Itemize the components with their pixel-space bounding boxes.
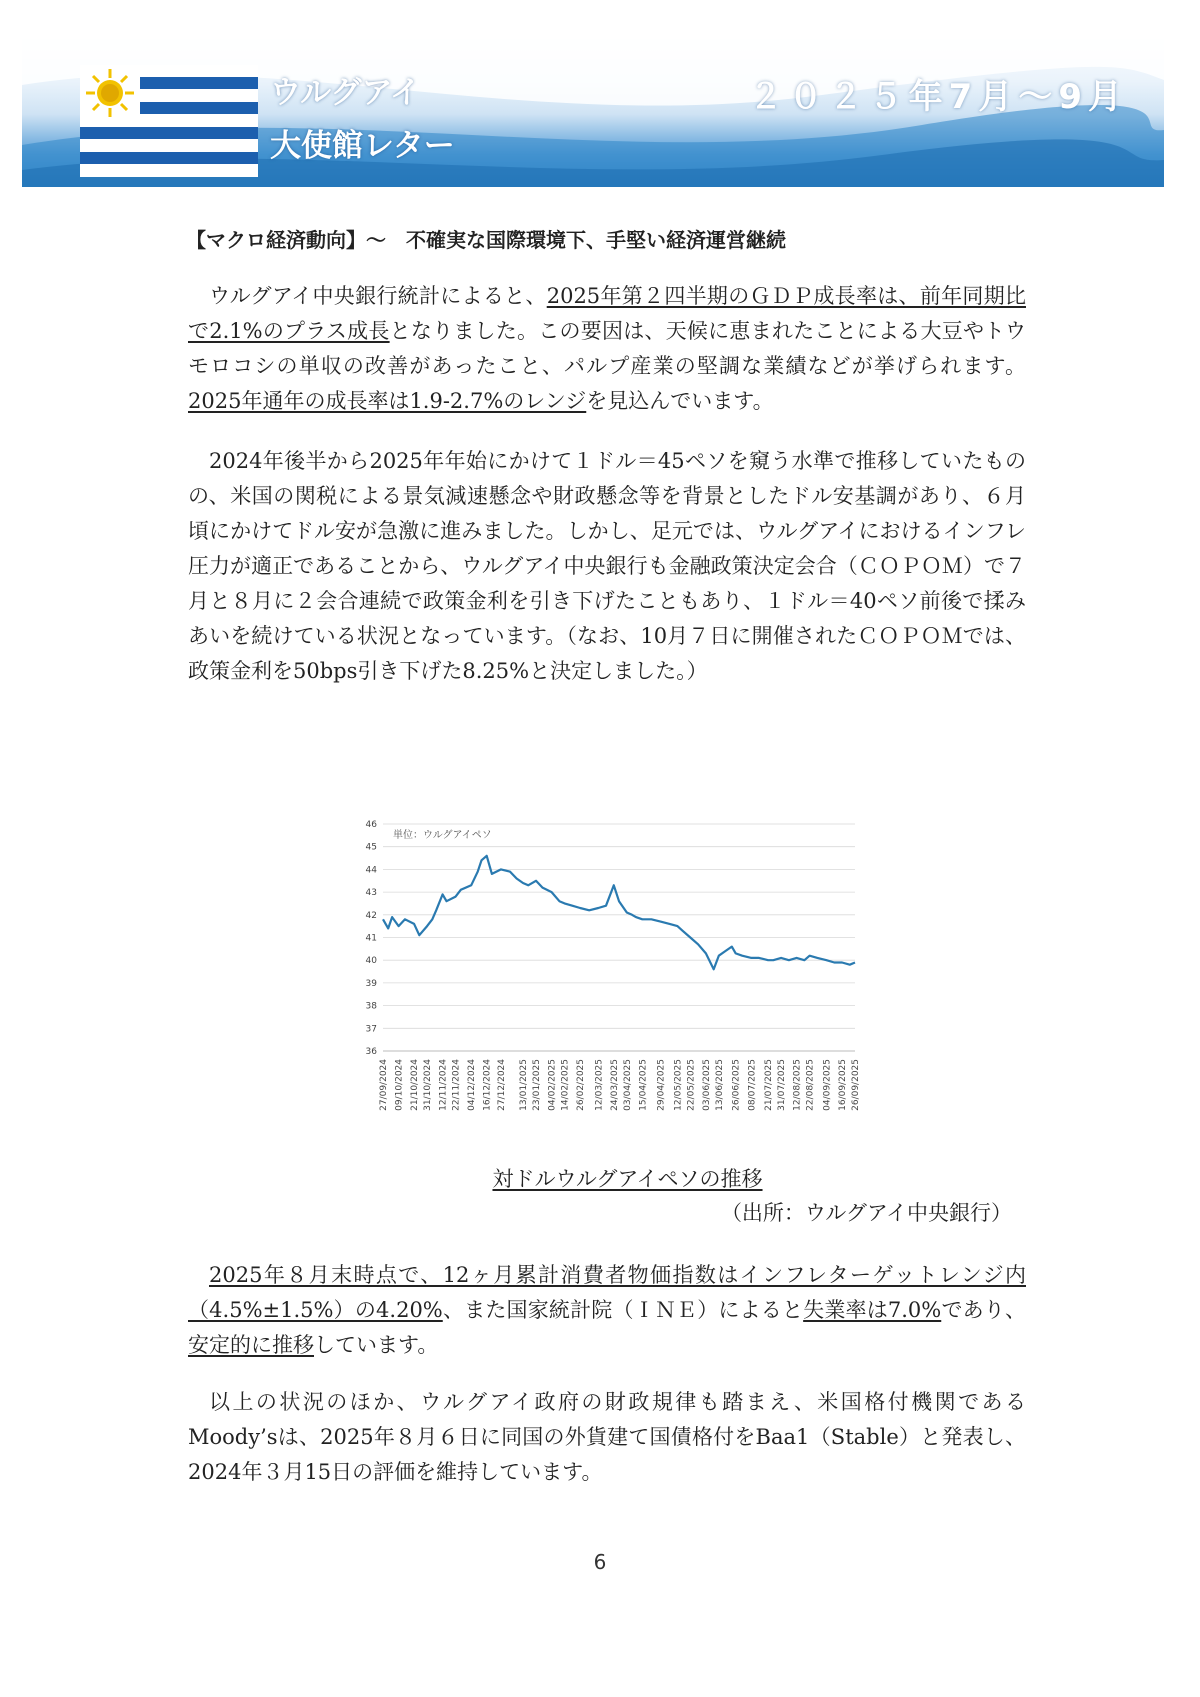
underlined-unemployment: 失業率は7.0%	[803, 1298, 942, 1322]
x-tick-label: 31/10/2024	[423, 1059, 434, 1111]
x-tick-label: 13/06/2025	[714, 1059, 725, 1111]
x-tick-label: 22/08/2025	[805, 1059, 816, 1111]
uruguay-flag-icon	[80, 65, 258, 177]
x-tick-label: 12/05/2025	[673, 1059, 684, 1111]
x-tick-label: 04/12/2024	[467, 1059, 478, 1111]
x-tick-label: 12/11/2024	[438, 1059, 449, 1111]
x-tick-label: 29/04/2025	[656, 1059, 667, 1111]
x-tick-label: 31/07/2025	[777, 1059, 788, 1111]
section-heading: 【マクロ経済動向】～ 不確実な国際環境下、手堅い経済運営継続	[186, 228, 786, 252]
chart-caption	[0, 1163, 1200, 1193]
underlined-gdp-growth: 2025年第２四半期のＧＤＰ成長率は、前年同期比で2.1%のプラス成長	[188, 284, 1026, 343]
x-tick-label: 04/09/2025	[822, 1059, 833, 1111]
x-tick-label: 08/07/2025	[747, 1059, 758, 1111]
text-segment: しています。	[314, 1333, 439, 1357]
newsletter-title-line2: 大使館レター	[270, 128, 455, 164]
x-tick-label: 26/02/2025	[576, 1059, 587, 1111]
header-banner	[22, 25, 1164, 187]
x-tick-label: 04/02/2025	[547, 1059, 558, 1111]
text-segment: となりました。この要因は、天候に恵まれたことによる大豆やトウモロコシの単収の改善があったこと、パルプ産業の堅調な業績などが挙げられます。	[188, 319, 1026, 378]
y-tick-label: 40	[365, 956, 377, 967]
x-tick-label: 23/01/2025	[532, 1059, 543, 1111]
x-tick-label: 03/04/2025	[622, 1059, 633, 1111]
x-tick-label: 27/09/2024	[379, 1059, 389, 1111]
y-tick-label: 39	[365, 978, 377, 989]
y-tick-label: 42	[365, 910, 377, 921]
y-tick-label: 46	[365, 820, 377, 830]
text-segment: を見込んでいます。	[586, 389, 774, 413]
x-tick-label: 21/10/2024	[410, 1059, 421, 1111]
text-segment: 、また国家統計院（ＩＮＥ）によると	[442, 1298, 804, 1322]
chart-caption-text: 対ドルウルグアイペソの推移	[492, 1167, 763, 1191]
y-tick-label: 45	[365, 842, 377, 853]
x-tick-label: 15/04/2025	[638, 1059, 649, 1111]
underlined-cpi: 2025年８月末時点で、12ヶ月累計消費者物価指数はインフレターゲットレンジ内（4.5%±1.5%）の4.20%	[188, 1263, 1026, 1322]
x-tick-label: 12/03/2025	[594, 1059, 605, 1111]
y-tick-label: 41	[365, 933, 377, 944]
x-tick-label: 22/11/2024	[451, 1059, 462, 1111]
line-chart-svg	[350, 810, 870, 1130]
underlined-stable-trend: 安定的に推移	[188, 1333, 314, 1357]
x-tick-label: 14/02/2025	[560, 1059, 571, 1111]
y-tick-label: 43	[365, 888, 377, 899]
x-tick-label: 16/09/2025	[838, 1059, 849, 1111]
underlined-growth-forecast: 2025年通年の成長率は1.9-2.7%のレンジ	[188, 389, 587, 413]
x-tick-label: 24/03/2025	[609, 1059, 620, 1111]
y-tick-label: 38	[365, 1001, 377, 1012]
x-tick-label: 12/08/2025	[792, 1059, 803, 1111]
x-tick-label: 13/01/2025	[519, 1059, 530, 1111]
x-tick-label: 03/06/2025	[701, 1059, 712, 1111]
x-tick-label: 16/12/2024	[482, 1059, 493, 1111]
x-tick-label: 21/07/2025	[764, 1059, 775, 1111]
series-line	[383, 856, 855, 970]
x-tick-label: 26/06/2025	[731, 1059, 742, 1111]
paragraph-inflation	[188, 1258, 1026, 1363]
text-segment: であり、	[941, 1298, 1026, 1322]
x-tick-label: 22/05/2025	[686, 1059, 697, 1111]
exchange-rate-chart	[350, 810, 870, 1130]
y-tick-label: 37	[365, 1024, 377, 1035]
paragraph-credit-rating: 以上の状況のほか、ウルグアイ政府の財政規律も踏まえ、米国格付機関であるMoody’sは、2025年８月６日に同国の外貨建て国債格付をBaa1（Stable）と発表し、2024年３月15日の評価を維持しています。	[188, 1390, 1026, 1484]
y-tick-label: 36	[365, 1047, 377, 1057]
y-tick-label: 44	[365, 865, 377, 876]
unit-label: 単位：ウルグアイペソ	[393, 830, 492, 841]
x-tick-label: 09/10/2024	[394, 1059, 405, 1111]
paragraph-gdp	[188, 279, 1026, 419]
text-segment: ウルグアイ中央銀行統計によると、	[209, 284, 547, 308]
newsletter-title-line1: ウルグアイ	[270, 75, 421, 111]
page-number: 6	[593, 1550, 607, 1574]
article-body	[188, 224, 1026, 689]
x-tick-label: 27/12/2024	[497, 1059, 507, 1111]
paragraph-exchange-rate: 2024年後半から2025年年始にかけて１ドル＝45ペソを窺う水準で推移していたものの、米国の関税による景気減速懸念や財政懸念等を背景としたドル安基調があり、６月頃にかけてドル安が急激に進みました。しかし、足元では、ウルグアイにおけるインフレ圧力が適正であることから、ウルグアイ中央銀行も金融政策決定会合（ＣＯＰＯＭ）で７月と８月に２会合連続で政策金利を引き下げたこともあり、１ドル＝40ペソ前後で揉みあいを続けている状況となっています。（なお、10月７日に開催されたＣＯＰＯＭでは、政策金利を50bps引き下げた8.25%と決定しました。）	[188, 449, 1026, 683]
issue-period: ２０２５年7月～9月	[748, 77, 1128, 117]
chart-source: （出所：ウルグアイ中央銀行）	[720, 1201, 1012, 1225]
x-tick-label: 26/09/2025	[851, 1059, 861, 1111]
